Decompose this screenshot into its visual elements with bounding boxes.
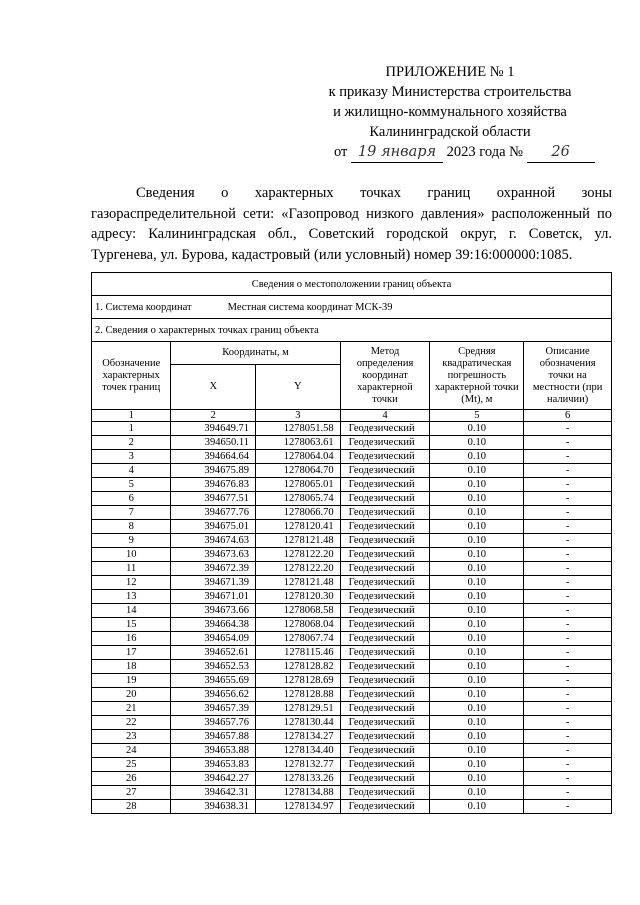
error: 0.10 — [430, 492, 524, 506]
point-number: 11 — [92, 562, 171, 576]
error: 0.10 — [430, 534, 524, 548]
method: Геодезический — [340, 688, 430, 702]
header-method: Метод определения координат характерной точки — [340, 342, 430, 410]
coord-y: 1278065.74 — [256, 492, 341, 506]
column-number: 5 — [430, 410, 524, 422]
table-row — [92, 632, 612, 646]
table-row — [92, 520, 612, 534]
point-number: 26 — [92, 772, 171, 786]
coord-x: 394671.01 — [171, 590, 256, 604]
description: - — [524, 506, 612, 520]
error: 0.10 — [430, 800, 524, 814]
point-number: 21 — [92, 702, 171, 716]
description: - — [524, 786, 612, 800]
description: - — [524, 436, 612, 450]
point-number: 3 — [92, 450, 171, 464]
description: - — [524, 590, 612, 604]
table-row — [92, 422, 612, 436]
coord-x: 394671.39 — [171, 576, 256, 590]
column-numbers-row — [92, 410, 612, 422]
coord-y: 1278051.58 — [256, 422, 341, 436]
coord-x: 394655.69 — [171, 674, 256, 688]
method: Геодезический — [340, 800, 430, 814]
method: Геодезический — [340, 744, 430, 758]
coord-y: 1278065.01 — [256, 478, 341, 492]
coord-y: 1278067.74 — [256, 632, 341, 646]
method: Геодезический — [340, 660, 430, 674]
method: Геодезический — [340, 786, 430, 800]
coord-x: 394638.31 — [171, 800, 256, 814]
error: 0.10 — [430, 646, 524, 660]
description: - — [524, 758, 612, 772]
coord-x: 394657.39 — [171, 702, 256, 716]
table-row — [92, 688, 612, 702]
description: - — [524, 688, 612, 702]
coord-x: 394642.27 — [171, 772, 256, 786]
coord-x: 394674.63 — [171, 534, 256, 548]
coord-y: 1278130.44 — [256, 716, 341, 730]
handwritten-date: 19 января — [351, 142, 443, 163]
point-number: 23 — [92, 730, 171, 744]
point-number: 16 — [92, 632, 171, 646]
table-row — [92, 786, 612, 800]
column-number: 6 — [524, 410, 612, 422]
handwritten-number: 26 — [527, 142, 595, 163]
point-number: 1 — [92, 422, 171, 436]
error: 0.10 — [430, 562, 524, 576]
table-row — [92, 534, 612, 548]
column-number: 2 — [171, 410, 256, 422]
coord-x: 394675.89 — [171, 464, 256, 478]
description: - — [524, 548, 612, 562]
header-x: X — [171, 365, 256, 410]
error: 0.10 — [430, 618, 524, 632]
date-middle: 2023 года № — [446, 144, 523, 160]
description: - — [524, 422, 612, 436]
point-number: 15 — [92, 618, 171, 632]
method: Геодезический — [340, 646, 430, 660]
description: - — [524, 562, 612, 576]
error: 0.10 — [430, 520, 524, 534]
coord-x: 394657.88 — [171, 730, 256, 744]
header-point: Обозначение характерных точек границ — [92, 342, 171, 410]
coord-x: 394672.39 — [171, 562, 256, 576]
error: 0.10 — [430, 660, 524, 674]
error: 0.10 — [430, 464, 524, 478]
table-row — [92, 478, 612, 492]
coord-y: 1278063.61 — [256, 436, 341, 450]
description: - — [524, 464, 612, 478]
error: 0.10 — [430, 450, 524, 464]
point-number: 17 — [92, 646, 171, 660]
point-number: 5 — [92, 478, 171, 492]
document-header — [300, 62, 600, 163]
coordinate-system-row — [92, 296, 612, 319]
point-number: 28 — [92, 800, 171, 814]
table-row — [92, 506, 612, 520]
description: - — [524, 492, 612, 506]
description: - — [524, 660, 612, 674]
table-row — [92, 450, 612, 464]
point-number: 10 — [92, 548, 171, 562]
error: 0.10 — [430, 688, 524, 702]
point-number: 9 — [92, 534, 171, 548]
coord-y: 1278068.58 — [256, 604, 341, 618]
method: Геодезический — [340, 716, 430, 730]
coordinate-system-label: 1. Система координат — [95, 301, 192, 313]
header-coords: Координаты, м — [171, 342, 340, 365]
point-number: 13 — [92, 590, 171, 604]
method: Геодезический — [340, 436, 430, 450]
section2-title: 2. Сведения о характерных точках границ объекта — [92, 319, 612, 342]
point-number: 14 — [92, 604, 171, 618]
error: 0.10 — [430, 786, 524, 800]
column-number: 4 — [340, 410, 430, 422]
section1-title: Сведения о местоположении границ объекта — [92, 273, 612, 296]
method: Геодезический — [340, 674, 430, 688]
order-line-3: Калининградской области — [369, 124, 531, 140]
point-number: 19 — [92, 674, 171, 688]
coord-x: 394676.83 — [171, 478, 256, 492]
coord-y: 1278122.20 — [256, 548, 341, 562]
point-number: 12 — [92, 576, 171, 590]
intro-paragraph — [91, 183, 612, 265]
error: 0.10 — [430, 744, 524, 758]
error: 0.10 — [430, 716, 524, 730]
table-row — [92, 772, 612, 786]
table-row — [92, 464, 612, 478]
method: Геодезический — [340, 548, 430, 562]
error: 0.10 — [430, 604, 524, 618]
description: - — [524, 520, 612, 534]
table-row — [92, 604, 612, 618]
table-row — [92, 800, 612, 814]
method: Геодезический — [340, 464, 430, 478]
point-number: 22 — [92, 716, 171, 730]
coord-y: 1278133.26 — [256, 772, 341, 786]
coord-y: 1278122.20 — [256, 562, 341, 576]
description: - — [524, 730, 612, 744]
coord-x: 394653.88 — [171, 744, 256, 758]
coord-y: 1278064.04 — [256, 450, 341, 464]
description: - — [524, 702, 612, 716]
method: Геодезический — [340, 520, 430, 534]
coord-x: 394656.62 — [171, 688, 256, 702]
coord-x: 394664.64 — [171, 450, 256, 464]
coord-y: 1278128.82 — [256, 660, 341, 674]
coordinates-table — [91, 272, 612, 814]
method: Геодезический — [340, 506, 430, 520]
table-row — [92, 730, 612, 744]
method: Геодезический — [340, 450, 430, 464]
method: Геодезический — [340, 618, 430, 632]
method: Геодезический — [340, 478, 430, 492]
point-number: 25 — [92, 758, 171, 772]
coord-x: 394677.51 — [171, 492, 256, 506]
date-prefix: от — [334, 144, 348, 160]
coord-x: 394673.63 — [171, 548, 256, 562]
point-number: 24 — [92, 744, 171, 758]
description: - — [524, 674, 612, 688]
description: - — [524, 450, 612, 464]
table-row — [92, 492, 612, 506]
table-row — [92, 646, 612, 660]
method: Геодезический — [340, 492, 430, 506]
error: 0.10 — [430, 422, 524, 436]
description: - — [524, 716, 612, 730]
error: 0.10 — [430, 632, 524, 646]
description: - — [524, 534, 612, 548]
coord-y: 1278121.48 — [256, 576, 341, 590]
method: Геодезический — [340, 562, 430, 576]
coord-y: 1278120.30 — [256, 590, 341, 604]
point-number: 6 — [92, 492, 171, 506]
coord-x: 394654.09 — [171, 632, 256, 646]
error: 0.10 — [430, 758, 524, 772]
method: Геодезический — [340, 422, 430, 436]
coord-x: 394653.83 — [171, 758, 256, 772]
description: - — [524, 646, 612, 660]
header-y: Y — [256, 365, 341, 410]
point-number: 18 — [92, 660, 171, 674]
table-row — [92, 562, 612, 576]
coord-y: 1278128.69 — [256, 674, 341, 688]
point-number: 7 — [92, 506, 171, 520]
coord-x: 394673.66 — [171, 604, 256, 618]
date-line — [300, 142, 600, 163]
coord-y: 1278134.40 — [256, 744, 341, 758]
method: Геодезический — [340, 604, 430, 618]
error: 0.10 — [430, 576, 524, 590]
description: - — [524, 604, 612, 618]
coord-y: 1278134.97 — [256, 800, 341, 814]
point-number: 27 — [92, 786, 171, 800]
column-number: 1 — [92, 410, 171, 422]
table-row — [92, 758, 612, 772]
coord-x: 394642.31 — [171, 786, 256, 800]
coord-y: 1278120.41 — [256, 520, 341, 534]
method: Геодезический — [340, 590, 430, 604]
coord-y: 1278066.70 — [256, 506, 341, 520]
table-row — [92, 744, 612, 758]
description: - — [524, 800, 612, 814]
table-row — [92, 576, 612, 590]
header-description: Описание обозначения точки на местности (при наличии) — [524, 342, 612, 410]
table-row — [92, 716, 612, 730]
coord-y: 1278134.88 — [256, 786, 341, 800]
table-row — [92, 702, 612, 716]
method: Геодезический — [340, 730, 430, 744]
error: 0.10 — [430, 590, 524, 604]
error: 0.10 — [430, 478, 524, 492]
coord-x: 394652.61 — [171, 646, 256, 660]
description: - — [524, 576, 612, 590]
coord-y: 1278064.70 — [256, 464, 341, 478]
coord-y: 1278132.77 — [256, 758, 341, 772]
coord-x: 394664.38 — [171, 618, 256, 632]
method: Геодезический — [340, 576, 430, 590]
description: - — [524, 744, 612, 758]
coord-x: 394675.01 — [171, 520, 256, 534]
intro-text: Сведения о характерных точках границ охранной зоны газораспределительной сети: «Газопровод низкого давления» расположенный по адресу: Калининградская обл., Советский городской округ, г. Советск, ул. Тургенева, ул. Бурова, кадастровый (или условный) номер 39:16:000000:1085. — [91, 185, 612, 263]
coord-y: 1278121.48 — [256, 534, 341, 548]
column-number: 3 — [256, 410, 341, 422]
error: 0.10 — [430, 548, 524, 562]
table-row — [92, 590, 612, 604]
description: - — [524, 618, 612, 632]
point-number: 4 — [92, 464, 171, 478]
error: 0.10 — [430, 436, 524, 450]
coordinate-system-value: Местная система координат МСК-39 — [227, 301, 393, 313]
coord-y: 1278134.27 — [256, 730, 341, 744]
method: Геодезический — [340, 702, 430, 716]
error: 0.10 — [430, 702, 524, 716]
table-row — [92, 674, 612, 688]
order-line-2: и жилищно-коммунального хозяйства — [333, 104, 567, 120]
error: 0.10 — [430, 506, 524, 520]
description: - — [524, 632, 612, 646]
method: Геодезический — [340, 758, 430, 772]
error: 0.10 — [430, 730, 524, 744]
table-row — [92, 618, 612, 632]
coord-x: 394650.11 — [171, 436, 256, 450]
table-row — [92, 660, 612, 674]
error: 0.10 — [430, 674, 524, 688]
method: Геодезический — [340, 534, 430, 548]
description: - — [524, 478, 612, 492]
point-number: 8 — [92, 520, 171, 534]
point-number: 2 — [92, 436, 171, 450]
table-row — [92, 548, 612, 562]
coord-x: 394677.76 — [171, 506, 256, 520]
coord-x: 394657.76 — [171, 716, 256, 730]
coord-x: 394652.53 — [171, 660, 256, 674]
coord-y: 1278068.04 — [256, 618, 341, 632]
method: Геодезический — [340, 632, 430, 646]
coord-x: 394649.71 — [171, 422, 256, 436]
coord-y: 1278129.51 — [256, 702, 341, 716]
table-row — [92, 436, 612, 450]
coord-y: 1278128.88 — [256, 688, 341, 702]
coord-y: 1278115.46 — [256, 646, 341, 660]
description: - — [524, 772, 612, 786]
order-line-1: к приказу Министерства строительства — [328, 84, 572, 100]
appendix-title: ПРИЛОЖЕНИЕ № 1 — [385, 64, 515, 80]
method: Геодезический — [340, 772, 430, 786]
error: 0.10 — [430, 772, 524, 786]
header-error: Средняя квадратическая погрешность характерной точки (Mt), м — [430, 342, 524, 410]
point-number: 20 — [92, 688, 171, 702]
